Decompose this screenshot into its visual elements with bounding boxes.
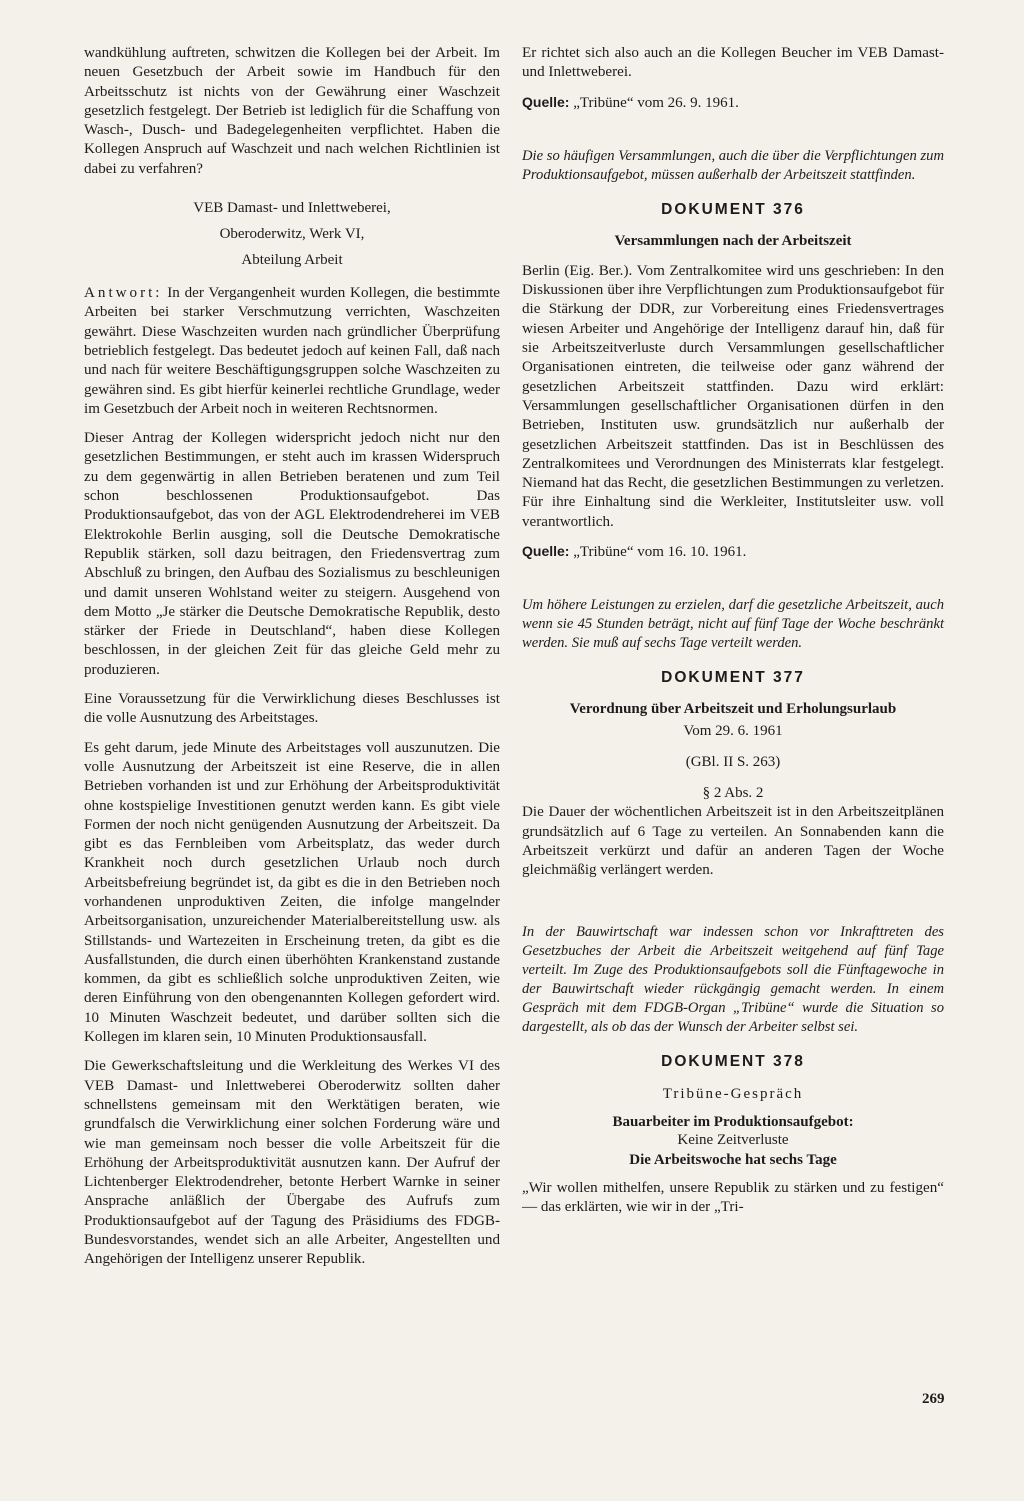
source-citation <box>522 542 944 562</box>
signature-line: Oberoderwitz, Werk VI, <box>219 226 365 243</box>
document-title: Versammlungen nach der Arbeitszeit <box>614 232 852 249</box>
section-mark: § 2 Abs. 2 <box>702 785 764 802</box>
document-heading: DOKUMENT 377 <box>661 669 805 687</box>
document-title-line: Keine Zeitverluste <box>677 1131 789 1148</box>
paragraph: Die Gewerkschaftsleitung und die Werkleitung des Werkes VI des VEB Damast- und Inlettweberei Oberoderwitz sollten daher schnellstens gemeinsam mit den Werktätigen beraten, wie grundfalsch die Verwirklichung einer solchen Forderung wäre und wie man gemeinsam noch besser die volle Arbeitszeit für die Erhöhung der Arbeitsproduktivität ausnutzen kann. Der Aufruf der Lichtenberger Elektrodendreher, betonte Herbert Warnke in seiner Ansprache anläßlich der Übergabe des Aufrufs zum Produktionsaufgebot auf der Tagung des Präsidiums des FDGB-Bundesvorstandes, wendet sich an alle Arbeiter, Angestellten und Angehörigen der Intelligenz unserer Republik. <box>84 1058 500 1268</box>
paragraph: Eine Voraussetzung für die Verwirklichung dieses Beschlusses ist die volle Ausnutzung des Arbeitstages. <box>84 691 500 727</box>
paragraph: Er richtet sich also auch an die Kollegen Beucher im VEB Damast- und Inlettweberei. <box>522 45 944 81</box>
editorial-intro: In der Bauwirtschaft war indessen schon vor Inkrafttreten des Gesetzbuches der Arbeit die Arbeitszeit weitgehend auf fünf Tage verteilt. Im Zuge des Produktionsaufgebots soll die Fünftagewoche in der Bauwirtschaft wieder rückgängig gemacht werden. In einem Gespräch mit dem FDGB-Organ „Tribüne“ wurde die Situation so dargestellt, als ob das der Wunsch der Arbeiter selbst sei. <box>522 923 944 1035</box>
signature-line: Abteilung Arbeit <box>241 252 343 269</box>
left-column <box>84 44 500 1270</box>
signature-block <box>84 199 500 270</box>
paragraph: Dieser Antrag der Kollegen widerspricht jedoch nicht nur den gesetzlichen Bestimmungen, er steht auch im krassen Widerspruch zu dem gegenwärtig in allen Betrieben beratenen und zum Teil schon beschlossenen Produktionsaufgebot. Das Produktionsaufgebot, das von der AGL Elektrodendreherei im VEB Elektrokohle Berlin ausging, soll die Deutsche Demokratische Republik stärken, soll dazu beitragen, den Friedensvertrag zum Abschluß zu bringen, den Aufbau des Sozialismus zu beschleunigen und damit unseren Wohlstand weiter zu steigern. Ausgehend von dem Motto „Je stärker die Deutsche Demokratische Republik, desto stärker der Friede in Deutschland“, haben diese Kollegen beschlossen, in der gleichen Zeit für das gleiche Geld mehr zu produzieren. <box>84 430 500 678</box>
source-text: „Tribüne“ vom 26. 9. 1961. <box>573 94 739 111</box>
answer-paragraph <box>84 284 500 419</box>
source-label: Quelle: <box>522 93 570 110</box>
editorial-intro: Um höhere Leistungen zu erzielen, darf die gesetzliche Arbeitszeit, auch wenn sie 45 Stunden beträgt, nicht auf fünf Tage der Woche beschränkt werden. Sie muß auf sechs Tage verteilt werden. <box>522 597 944 652</box>
paragraph: Es geht darum, jede Minute des Arbeitstages voll auszunutzen. Die volle Ausnutzung der Arbeitszeit ist eine Reserve, die in allen Betrieben vorhanden ist und zur Erhöhung der Arbeitsproduktivität ohne kostspielige Investitionen genutzt werden kann. Es gibt viele Formen der noch nicht genügenden Ausnutzung der Arbeitszeit. Da gibt es das Fernbleiben vom Arbeitsplatz, das weder durch Krankheit noch durch gesetzlichen Urlaub noch durch Arbeitsbefreiung begründet ist, da gibt es die in den Betrieben noch vorhandenen unproduktiven Zeiten, die infolge mangelnder Arbeitsorganisation, unzureichender Materialbereitstellung usw. als Stillstands- und Wartezeiten in Erscheinung treten, da gibt es die Ausfallstunden, die durch einen überhöhten Krankenstand zustande kommen, da gibt es schließlich solche unproduktiven Zeiten, wie deren Einführung von den obengenannten Kollegen gefordert wird. 10 Minuten Waschzeit bedeutet, und darüber sollten sich die Kollegen im klaren sein, 10 Minuten Produktionsausfall. <box>84 739 500 1046</box>
paragraph: wandkühlung auftreten, schwitzen die Kollegen bei der Arbeit. Im neuen Gesetzbuch der Arbeit sowie im Handbuch für den Arbeitsschutz ist nichts von der Gewährung einer Waschzeit gesetzlich festgelegt. Der Betrieb ist lediglich für die Schaffung von Wasch-, Dusch- und Badegelegenheiten verpflichtet. Haben die Kollegen Anspruch auf Waschzeit und nach welchen Richtlinien ist dabei zu verfahren? <box>84 45 500 177</box>
source-citation <box>522 93 944 113</box>
source-text: „Tribüne“ vom 16. 10. 1961. <box>573 544 747 561</box>
document-title: Verordnung über Arbeitszeit und Erholungsurlaub <box>569 701 897 718</box>
answer-text: In der Vergangenheit wurden Kollegen, die bestimmte Arbeiten bei starker Verschmutzung verrichten, Waschzeiten gewährt. Diese Waschzeiten wurden nach gründlicher Überprüfung betrieblich festgelegt. Das bedeutet jedoch auf keinen Fall, daß nach und nach für weitere Beschäftigungsgruppen solche Waschzeiten zu gewähren sind. Es gibt hierfür keinerlei rechtliche Grundlage, weder im Gesetzbuch der Arbeit noch in weiteren Rechtsnormen. <box>84 285 500 417</box>
answer-label: Antwort: <box>84 285 163 302</box>
paragraph: Berlin (Eig. Ber.). Vom Zentralkomitee wird uns geschrieben: In den Diskussionen über ihre Verpflichtungen zum Produktionsaufgebot für die Stärkung der DDR, zur Vorbereitung eines Friedensvertrages wiesen Arbeiter und Angehörige der Intelligenz darauf hin, daß für sie Arbeitszeitverluste durch Versammlungen gesellschaftlicher Organisationen eintreten, die teilweise oder ganz während der gesetzlichen Arbeitszeit stattfinden. Dazu wird erklärt: Versammlungen gesellschaftlicher Organisationen dürfen in den Betrieben, Instituten usw. grundsätzlich nur außerhalb der gesetzlichen Arbeitszeit stattfinden. Das ist in Beschlüssen des Zentralkomitees und Verordnungen des Ministerrats klar festgelegt. Niemand hat das Recht, die gesetzlichen Bestimmungen zu verletzen. Für ihre Einhaltung sind die Werkleiter, Institutsleiter usw. voll verantwortlich. <box>522 262 944 530</box>
paragraph: Die Dauer der wöchentlichen Arbeitszeit ist in den Arbeitszeitplänen grundsätzlich auf 6 Tage zu verteilen. An Sonnabenden kann die Arbeitszeit verkürzt und dafür an anderen Tagen der Woche gleichmäßig verlängert werden. <box>522 804 944 879</box>
source-label: Quelle: <box>522 543 570 560</box>
paragraph: „Wir wollen mithelfen, unsere Republik zu stärken und zu festigen“ — das erklärten, wie wir in der „Tri- <box>522 1179 944 1215</box>
document-heading: DOKUMENT 378 <box>661 1052 805 1070</box>
document-subtitle: Tribüne-Gespräch <box>662 1085 804 1102</box>
editorial-intro: Die so häufigen Versammlungen, auch die über die Verpflichtungen zum Produktionsaufgebot, müssen außerhalb der Arbeitszeit stattfinden. <box>522 147 944 183</box>
document-reference: (GBl. II S. 263) <box>685 754 781 771</box>
page-number: 269 <box>922 1391 945 1407</box>
document-heading: DOKUMENT 376 <box>661 200 805 218</box>
document-date: Vom 29. 6. 1961 <box>683 723 783 740</box>
right-column <box>522 44 944 1217</box>
document-title: Bauarbeiter im Produktionsaufgebot: <box>612 1113 854 1130</box>
signature-line: VEB Damast- und Inlettweberei, <box>193 200 391 217</box>
document-title-line: Die Arbeitswoche hat sechs Tage <box>629 1151 837 1168</box>
